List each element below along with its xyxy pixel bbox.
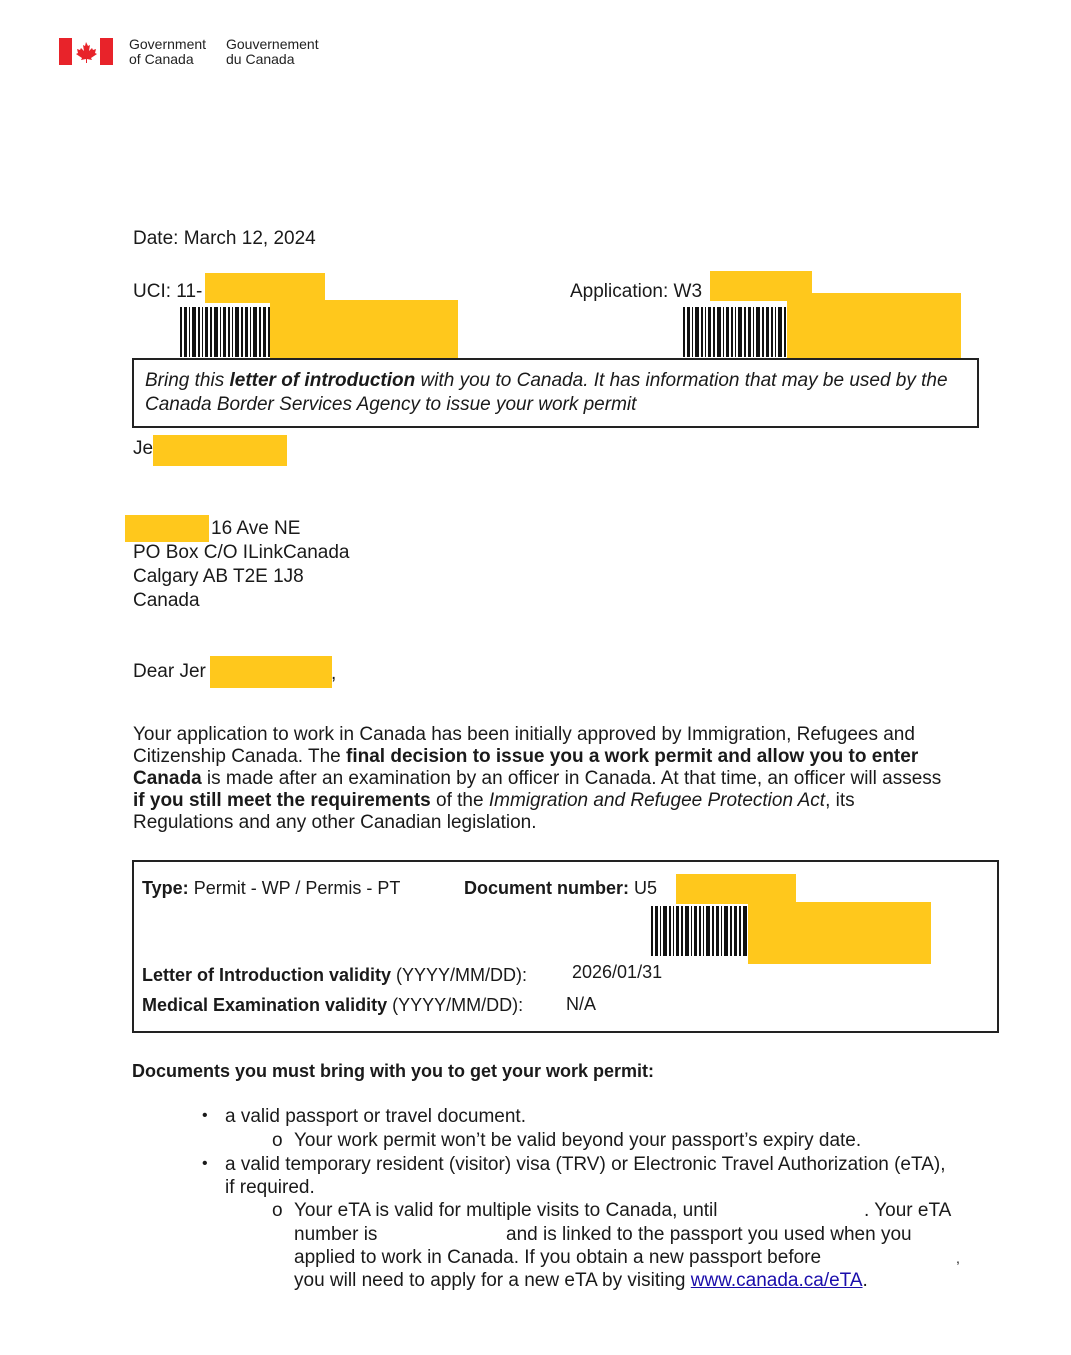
paragraph-line: Citizenship Canada. The final decision to issue you a work permit and allow you to enter bbox=[133, 746, 919, 767]
eta-number-label: number is bbox=[294, 1224, 378, 1245]
eta-apply-text: you will need to apply for a new eTA by visiting www.canada.ca/eTA. bbox=[294, 1270, 868, 1291]
eta-link[interactable]: www.canada.ca/eTA bbox=[690, 1270, 863, 1291]
paragraph-line: Canada is made after an examination by an officer in Canada. At that time, an officer will assess bbox=[133, 768, 942, 789]
doc-item-visa-cont: if required. bbox=[225, 1177, 315, 1198]
application-barcode-redaction bbox=[787, 293, 961, 359]
application-field: Application: W3 bbox=[570, 281, 703, 302]
document-number-redaction bbox=[676, 874, 796, 904]
uci-barcode-redaction bbox=[270, 300, 458, 359]
documents-heading: Documents you must bring with you to get your work permit: bbox=[132, 1061, 655, 1081]
paragraph-line: if you still meet the requirements of the Immigration and Refugee Protection Act, its bbox=[133, 790, 855, 811]
medical-validity-value: N/A bbox=[566, 994, 597, 1014]
permit-type: Type: Permit - WP / Permis - PT bbox=[142, 878, 401, 898]
eta-passport-text: applied to work in Canada. If you obtain a new passport before bbox=[294, 1247, 822, 1268]
document-number-barcode bbox=[651, 906, 748, 956]
uci-field: UCI: 11- bbox=[133, 281, 203, 302]
intro-notice-line2: Canada Border Services Agency to issue your work permit bbox=[145, 394, 637, 415]
uci-redaction bbox=[205, 273, 325, 303]
salutation-name-redaction bbox=[210, 656, 332, 688]
eta-validity-text-end: . Your eTA bbox=[864, 1200, 952, 1221]
salutation: Dear Jer bbox=[133, 661, 206, 682]
eta-number-text: and is linked to the passport you used when you bbox=[506, 1224, 912, 1245]
address-line2: PO Box C/O ILinkCanada bbox=[133, 542, 350, 563]
letter-date: Date: March 12, 2024 bbox=[133, 228, 316, 249]
canada-flag-icon bbox=[59, 38, 113, 65]
address-line3: Calgary AB T2E 1J8 bbox=[133, 566, 304, 587]
paragraph-line: Regulations and any other Canadian legislation. bbox=[133, 812, 537, 833]
recipient-name-redaction bbox=[153, 435, 287, 466]
doc-subitem-passport-expiry: Your work permit won’t be valid beyond your passport’s expiry date. bbox=[294, 1130, 862, 1151]
intro-notice-box bbox=[132, 358, 979, 428]
salutation-comma: , bbox=[331, 663, 337, 684]
bullet-dot: • bbox=[202, 1107, 208, 1124]
medical-validity: Medical Examination validity (YYYY/MM/DD): bbox=[142, 995, 524, 1015]
loi-validity-value: 2026/01/31 bbox=[572, 962, 663, 982]
loi-validity: Letter of Introduction validity (YYYY/MM/DD): bbox=[142, 965, 528, 985]
uci-barcode bbox=[180, 307, 270, 357]
bullet-dot: • bbox=[202, 1155, 208, 1172]
doc-item-passport: a valid passport or travel document. bbox=[225, 1106, 526, 1127]
address-redaction bbox=[125, 515, 209, 542]
sub-bullet: o bbox=[272, 1200, 283, 1221]
eta-validity-text: Your eTA is valid for multiple visits to Canada, until bbox=[294, 1200, 718, 1221]
address-line4: Canada bbox=[133, 590, 200, 611]
eta-passport-comma: , bbox=[956, 1250, 960, 1266]
sub-bullet: o bbox=[272, 1130, 283, 1151]
gov-french-wordmark: Gouvernement du Canada bbox=[226, 36, 319, 67]
intro-notice-line1: Bring this letter of introduction with you to Canada. It has information that may be used by the bbox=[145, 370, 948, 391]
gov-english-wordmark: Government of Canada bbox=[129, 36, 207, 67]
document-number: Document number: U5 bbox=[464, 878, 658, 898]
paragraph-line: Your application to work in Canada has been initially approved by Immigration, Refugees and bbox=[133, 724, 915, 745]
application-barcode bbox=[683, 307, 787, 357]
address-line1: 16 Ave NE bbox=[211, 518, 301, 539]
doc-item-visa: a valid temporary resident (visitor) visa (TRV) or Electronic Travel Authorization (eTA), bbox=[225, 1154, 946, 1175]
approval-paragraph bbox=[133, 724, 993, 834]
recipient-name: Je bbox=[133, 438, 154, 459]
document-barcode-redaction bbox=[748, 902, 931, 964]
